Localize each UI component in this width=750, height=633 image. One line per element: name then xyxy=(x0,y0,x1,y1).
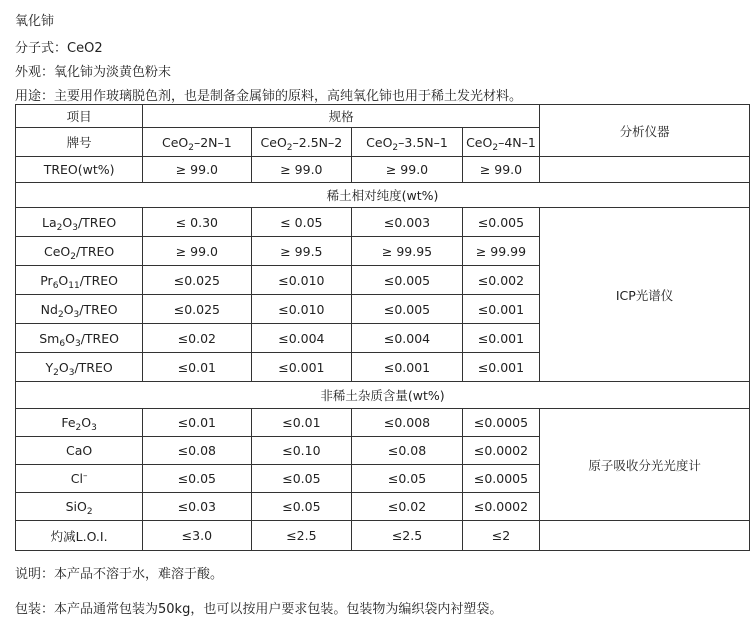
value-cell: ≤0.002 xyxy=(462,266,539,295)
value-cell: ≥ 99.0 xyxy=(251,157,352,183)
value-cell: ≥ 99.0 xyxy=(143,237,251,266)
value-cell: ≤0.0005 xyxy=(462,465,539,493)
item-header: 项目 xyxy=(16,105,143,128)
value-cell: ≤0.08 xyxy=(143,437,251,465)
instrument-cell-empty xyxy=(540,157,750,183)
appearance-value: 氧化铈为淡黄色粉末 xyxy=(54,65,172,80)
usage-label: 用途： xyxy=(15,89,55,104)
value-cell: ≤0.05 xyxy=(251,465,352,493)
header-row-1 xyxy=(16,105,750,128)
grade-label: 牌号 xyxy=(16,128,143,157)
grade-cell: CeO$_2$–4N–1 xyxy=(462,128,539,157)
product-title: 氧化铈 xyxy=(15,14,55,29)
value-cell: ≤0.001 xyxy=(462,295,539,324)
formula-value: CeO2 xyxy=(67,41,103,56)
item-label: $Nd_2O_3$/TREO xyxy=(16,295,143,324)
value-cell: ≤0.08 xyxy=(352,437,463,465)
value-cell: ≤2.5 xyxy=(352,521,463,551)
value-cell: ≥ 99.0 xyxy=(352,157,463,183)
value-cell: ≤0.03 xyxy=(143,493,251,521)
instrument-header: 分析仪器 xyxy=(540,105,750,157)
value-cell: ≤0.004 xyxy=(352,324,463,353)
item-label: $Y_2O_3$/TREO xyxy=(16,353,143,382)
value-cell: ≤0.010 xyxy=(251,295,352,324)
item-label: CeO$_2$/TREO xyxy=(16,237,143,266)
grade-cell: CeO$_2$–2.5N–2 xyxy=(251,128,352,157)
treo-row xyxy=(16,157,750,183)
loi-label: 灼减L.O.I. xyxy=(16,521,143,551)
spec-table xyxy=(15,104,750,551)
item-label: SiO$_2$ xyxy=(16,493,143,521)
formula-label: 分子式： xyxy=(15,41,68,56)
formula-line xyxy=(15,37,103,56)
value-cell: ≤0.05 xyxy=(143,465,251,493)
rare-earth-rows xyxy=(16,208,750,382)
grade-cell: CeO$_2$–3.5N–1 xyxy=(352,128,463,157)
section-row xyxy=(16,183,750,208)
value-cell: ≤0.005 xyxy=(352,266,463,295)
value-cell: ≤0.001 xyxy=(462,353,539,382)
value-cell: ≤ 0.30 xyxy=(143,208,251,237)
value-cell: ≤0.005 xyxy=(352,295,463,324)
value-cell: ≥ 99.99 xyxy=(462,237,539,266)
rare-earth-row xyxy=(16,208,750,237)
value-cell: ≤0.005 xyxy=(462,208,539,237)
loi-row xyxy=(16,521,750,551)
instrument-cell: ICP光谱仪 xyxy=(540,208,750,382)
value-cell: ≤0.001 xyxy=(251,353,352,382)
value-cell: ≤0.025 xyxy=(143,295,251,324)
spec-header: 规格 xyxy=(143,105,540,128)
usage-line xyxy=(15,85,522,104)
item-label: $Pr_6O_{11}$/TREO xyxy=(16,266,143,295)
value-cell: ≤0.004 xyxy=(251,324,352,353)
value-cell: ≤0.0002 xyxy=(462,493,539,521)
value-cell: ≥ 99.5 xyxy=(251,237,352,266)
note-text: 说明：本产品不溶于水，难溶于酸。 xyxy=(15,567,224,582)
value-cell: ≤0.008 xyxy=(352,409,463,437)
value-cell: ≤2.5 xyxy=(251,521,352,551)
instrument-cell: 原子吸收分光光度计 xyxy=(540,409,750,521)
value-cell: ≥ 99.95 xyxy=(352,237,463,266)
instrument-cell-empty xyxy=(540,521,750,551)
value-cell: ≤2 xyxy=(462,521,539,551)
item-label: CaO xyxy=(16,437,143,465)
value-cell: ≤0.001 xyxy=(462,324,539,353)
section-title-impurity: 非稀土杂质含量(wt%) xyxy=(16,382,750,409)
grade-cell: CeO$_2$–2N–1 xyxy=(143,128,251,157)
value-cell: ≤0.05 xyxy=(352,465,463,493)
value-cell: ≤0.02 xyxy=(143,324,251,353)
item-label: $Fe_2O_3$ xyxy=(16,409,143,437)
value-cell: ≤0.0005 xyxy=(462,409,539,437)
value-cell: ≥ 99.0 xyxy=(462,157,539,183)
value-cell: ≤0.003 xyxy=(352,208,463,237)
value-cell: ≤0.01 xyxy=(143,353,251,382)
value-cell: ≤0.025 xyxy=(143,266,251,295)
packing-text: 包装：本产品通常包装为50kg，也可以按用户要求包装。包装物为编织袋内衬塑袋。 xyxy=(15,602,503,617)
value-cell: ≤0.001 xyxy=(352,353,463,382)
value-cell: ≤0.01 xyxy=(251,409,352,437)
item-label: $Sm_6O_3$/TREO xyxy=(16,324,143,353)
section-row xyxy=(16,382,750,409)
value-cell: ≥ 99.0 xyxy=(143,157,251,183)
appearance-label: 外观： xyxy=(15,65,55,80)
value-cell: ≤0.10 xyxy=(251,437,352,465)
value-cell: ≤0.010 xyxy=(251,266,352,295)
appearance-line xyxy=(15,61,171,80)
usage-value: 主要用作玻璃脱色剂，也是制备金属铈的原料，高纯氧化铈也用于稀土发光材料。 xyxy=(54,89,523,104)
section-title-rare-earth: 稀土相对纯度(wt%) xyxy=(16,183,750,208)
value-cell: ≤ 0.05 xyxy=(251,208,352,237)
treo-label: TREO(wt%) xyxy=(16,157,143,183)
value-cell: ≤0.05 xyxy=(251,493,352,521)
item-label: $La_2O_3$/TREO xyxy=(16,208,143,237)
value-cell: ≤0.0002 xyxy=(462,437,539,465)
impurity-rows xyxy=(16,409,750,521)
value-cell: ≤0.01 xyxy=(143,409,251,437)
value-cell: ≤3.0 xyxy=(143,521,251,551)
impurity-row xyxy=(16,409,750,437)
value-cell: ≤0.02 xyxy=(352,493,463,521)
item-label: Cl– xyxy=(16,465,143,493)
